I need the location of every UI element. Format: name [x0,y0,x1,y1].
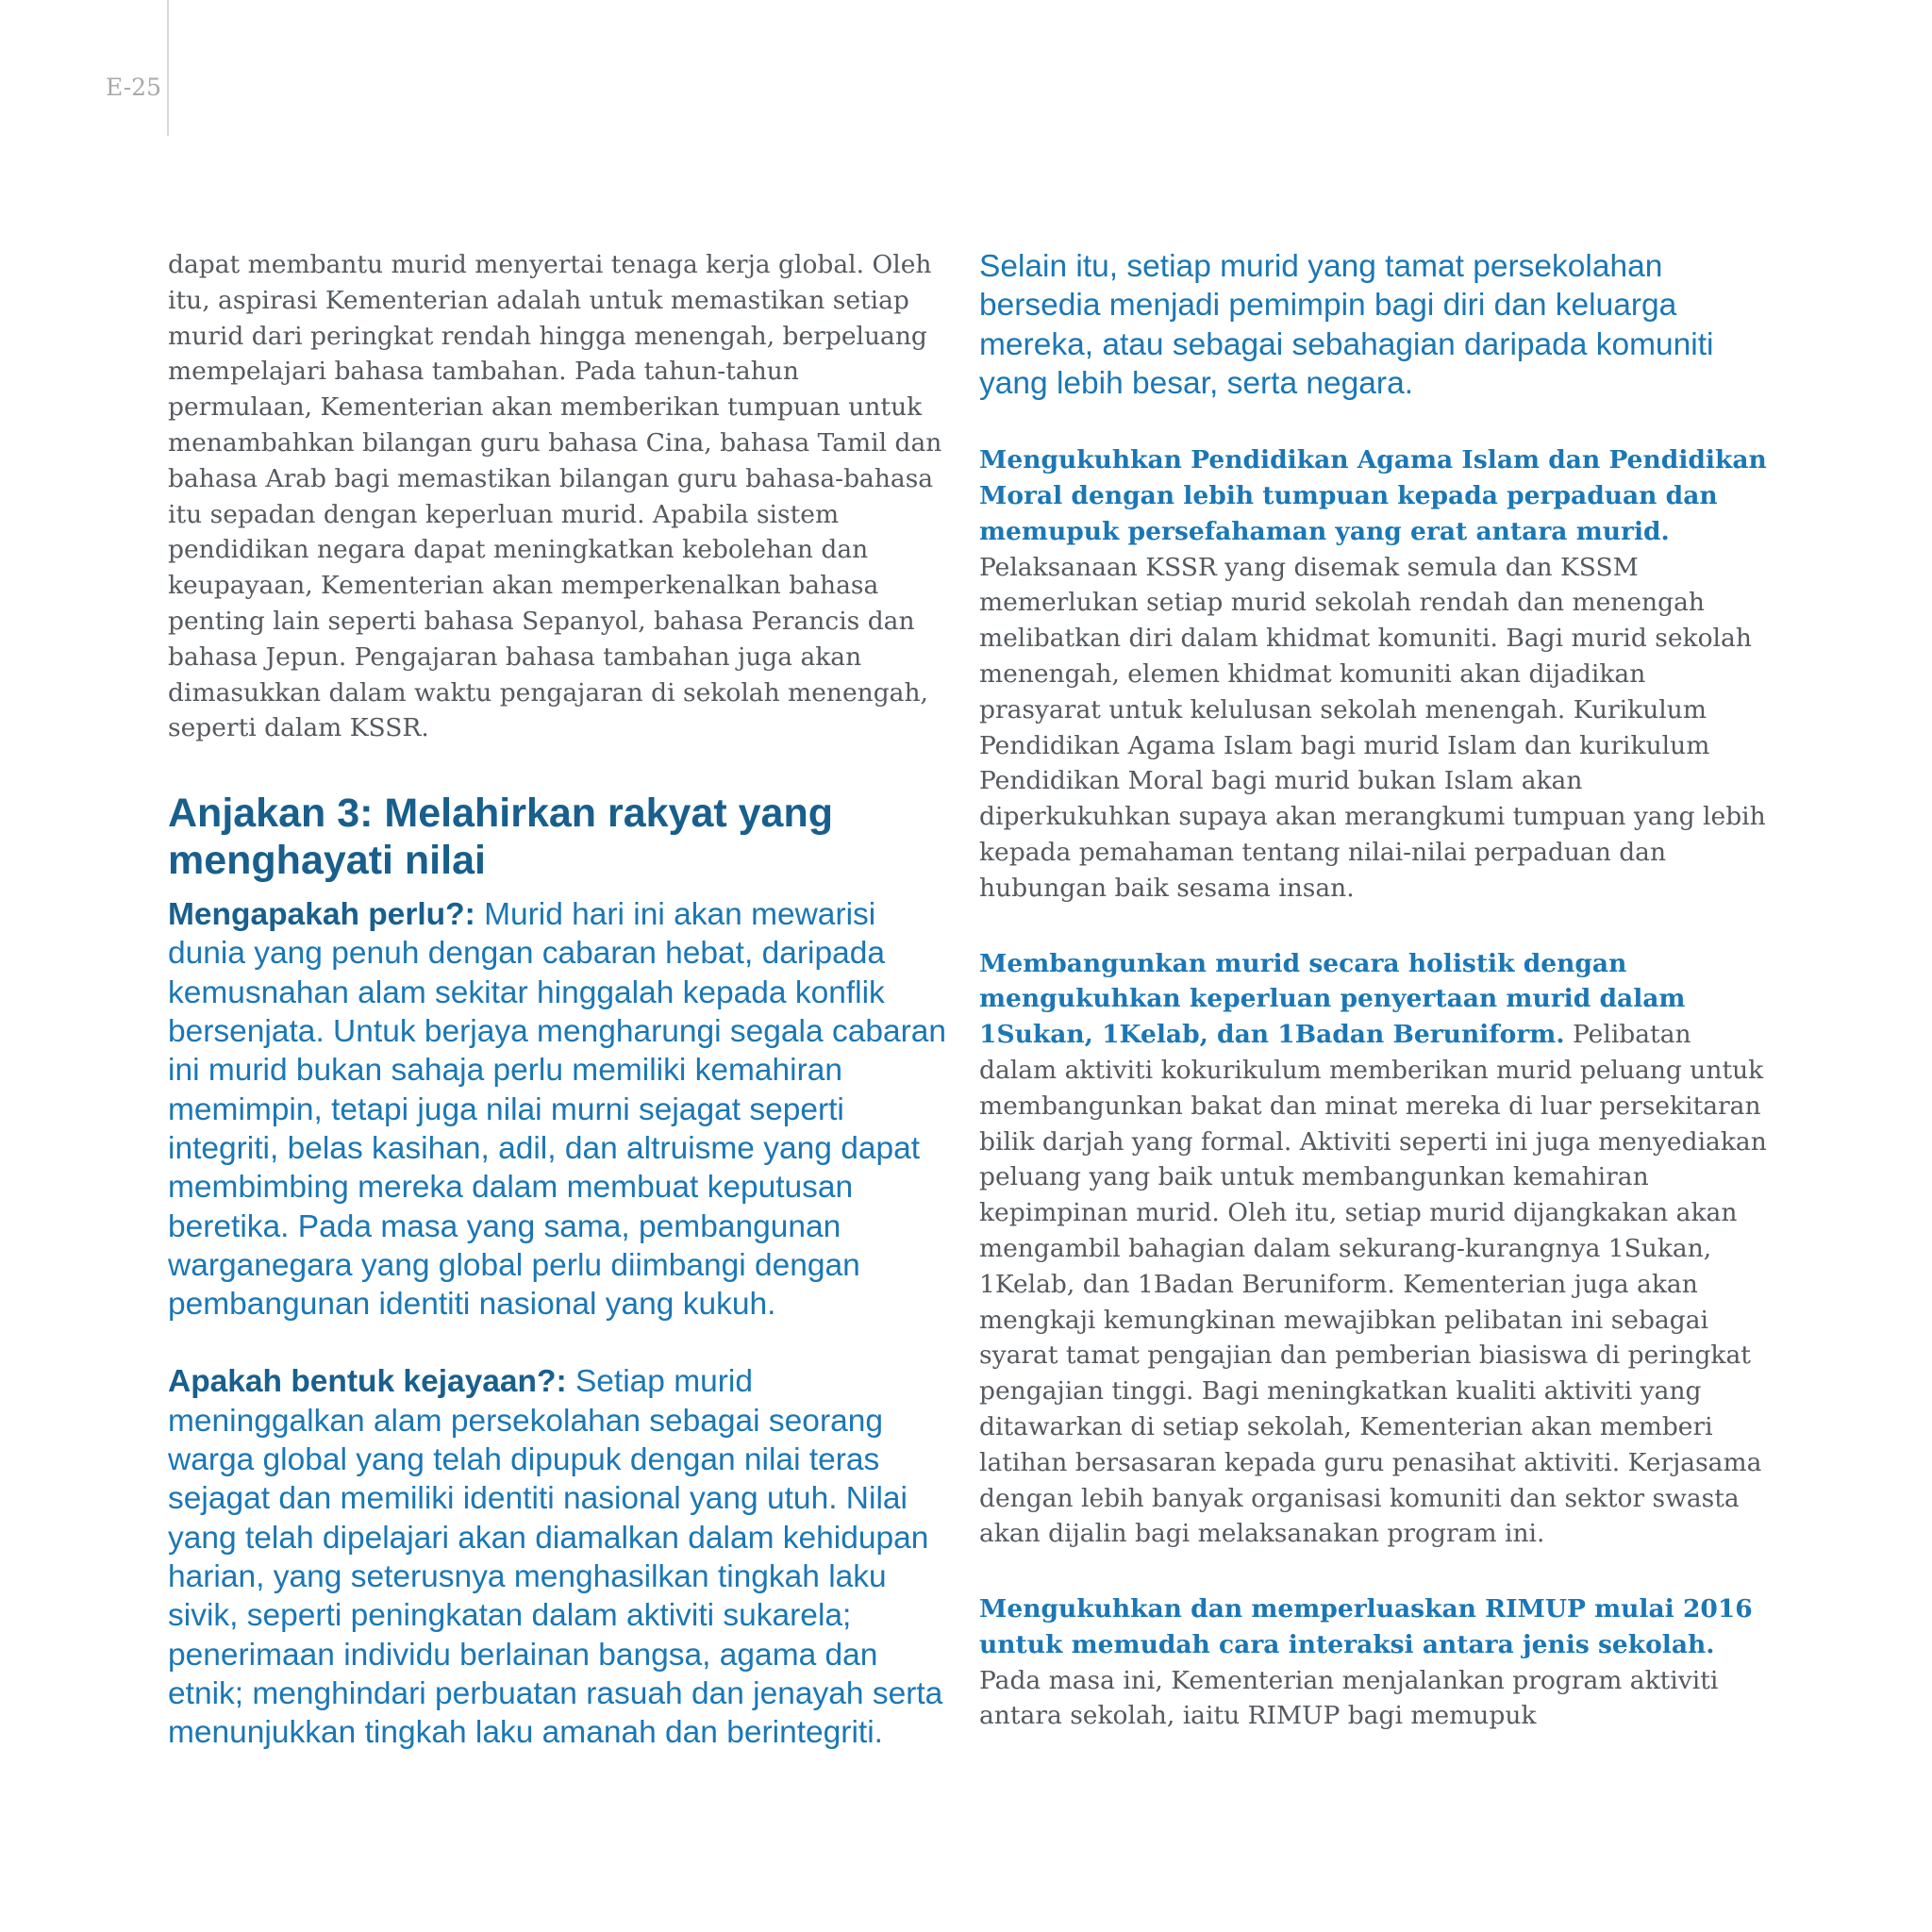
initiative-rimup-lead: Mengukuhkan dan memperluaskan RIMUP mulai 2016 untuk memudah cara interaksi antara jenis sekolah. [979,1594,1753,1659]
page-number: E-25 [106,74,161,101]
initiative-rimup-text: Pada masa ini, Kementerian menjalankan program aktiviti antara sekolah, iaitu RIMUP bagi memupuk [979,1665,1719,1731]
why-lead: Mengapakah perlu?: [168,897,475,933]
success-paragraph [168,1362,951,1752]
margin-rule [167,0,169,136]
success-lead: Apakah bentuk kejayaan?: [168,1364,567,1400]
intro-paragraph: dapat membantu murid menyertai tenaga kerja global. Oleh itu, aspirasi Kementerian adalah untuk memastikan setiap murid dari peringkat rendah hingga menengah, berpeluang mempelajari bahasa tambahan. Pada tahun-tahun permulaan, Kementerian akan memberikan tumpuan untuk menambahkan bilangan guru bahasa Cina, bahasa Tamil dan bahasa Arab bagi memastikan bilangan guru bahasa-bahasa itu sepadan dengan keperluan murid. Apabila sistem pendidikan negara dapat meningkatkan kebolehan dan keupayaan, Kementerian akan memperkenalkan bahasa penting lain seperti bahasa Sepanyol, bahasa Perancis dan bahasa Jepun. Pengajaran bahasa tambahan juga akan dimasukkan dalam waktu pengajaran di sekolah menengah, seperti dalam KSSR. [168,250,942,743]
right-column [979,247,1772,1734]
initiative-agama-moral [979,442,1772,906]
initiative-rimup [979,1591,1772,1734]
why-paragraph [168,895,951,1324]
initiative-agama-moral-text: Pelaksanaan KSSR yang disemak semula dan KSSM memerlukan setiap murid sekolah rendah dan menengah melibatkan diri dalam khidmat komuniti. Bagi murid sekolah menengah, elemen khidmat komuniti akan dijadikan prasyarat untuk kelulusan sekolah menengah. Kurikulum Pendidikan Agama Islam bagi murid Islam dan kurikulum Pendidikan Moral bagi murid bukan Islam akan diperkukuhkan supaya akan merangkumi tumpuan yang lebih kepada pemahaman tentang nilai-nilai perpaduan dan hubungan baik sesama insan. [979,552,1766,903]
left-column [168,247,951,1752]
section-heading: Anjakan 3: Melahirkan rakyat yang menghayati nilai [168,791,834,884]
continuation-paragraph: Selain itu, setiap murid yang tamat persekolahan bersedia menjadi pemimpin bagi diri dan keluarga mereka, atau sebagai sebahagian daripada komuniti yang lebih besar, serta negara. [979,249,1714,401]
initiative-agama-moral-lead: Mengukuhkan Pendidikan Agama Islam dan Pendidikan Moral dengan lebih tumpuan kepada perpaduan dan memupuk persefahaman yang erat antara murid. [979,445,1767,546]
initiative-holistik [979,946,1772,1553]
why-text: Murid hari ini akan mewarisi dunia yang penuh dengan cabaran hebat, daripada kemusnahan alam sekitar hinggalah kepada konflik bersenjata. Untuk berjaya mengharungi segala cabaran ini murid bukan sahaja perlu memiliki kemahiran memimpin, tetapi juga nilai murni sejagat seperti integriti, belas kasihan, adil, dan altruisme yang dapat membimbing mereka dalam membuat keputusan beretika. Pada masa yang sama, pembangunan warganegara yang global perlu diimbangi dengan pembangunan identiti nasional yang kukuh. [168,897,947,1323]
success-text: Setiap murid meninggalkan alam persekolahan sebagai seorang warga global yang telah dipupuk dengan nilai teras sejagat dan memiliki identiti nasional yang utuh. Nilai yang telah dipelajari akan diamalkan dalam kehidupan harian, yang seterusnya menghasilkan tingkah laku sivik, seperti peningkatan dalam aktiviti sukarela; penerimaan individu berlainan bangsa, agama dan etnik; menghindari perbuatan rasuah dan jenayah serta menunjukkan tingkah laku amanah dan berintegriti. [168,1364,943,1751]
initiative-holistik-lead: Membangunkan murid secara holistik dengan mengukuhkan keperluan penyertaan murid dalam 1Sukan, 1Kelab, dan 1Badan Beruniform. [979,948,1686,1050]
initiative-holistik-text: Pelibatan dalam aktiviti kokurikulum memberikan murid peluang untuk membangunkan bakat dan minat mereka di luar persekitaran bilik darjah yang formal. Aktiviti seperti ini juga menyediakan peluang yang baik untuk membangunkan kemahiran kepimpinan murid. Oleh itu, setiap murid dijangkakan akan mengambil bahagian dalam sekurang-kurangnya 1Sukan, 1Kelab, dan 1Badan Beruniform. Kementerian juga akan mengkaji kemungkinan mewajibkan pelibatan ini sebagai syarat tamat pengajian dan pemberian biasiswa di peringkat pengajian tinggi. Bagi meningkatkan kualiti aktiviti yang ditawarkan di setiap sekolah, Kementerian akan memberi latihan bersasaran kepada guru penasihat aktiviti. Kerjasama dengan lebih banyak organisasi komuniti dan sektor swasta akan dijalin bagi melaksanakan program ini. [979,1020,1767,1549]
